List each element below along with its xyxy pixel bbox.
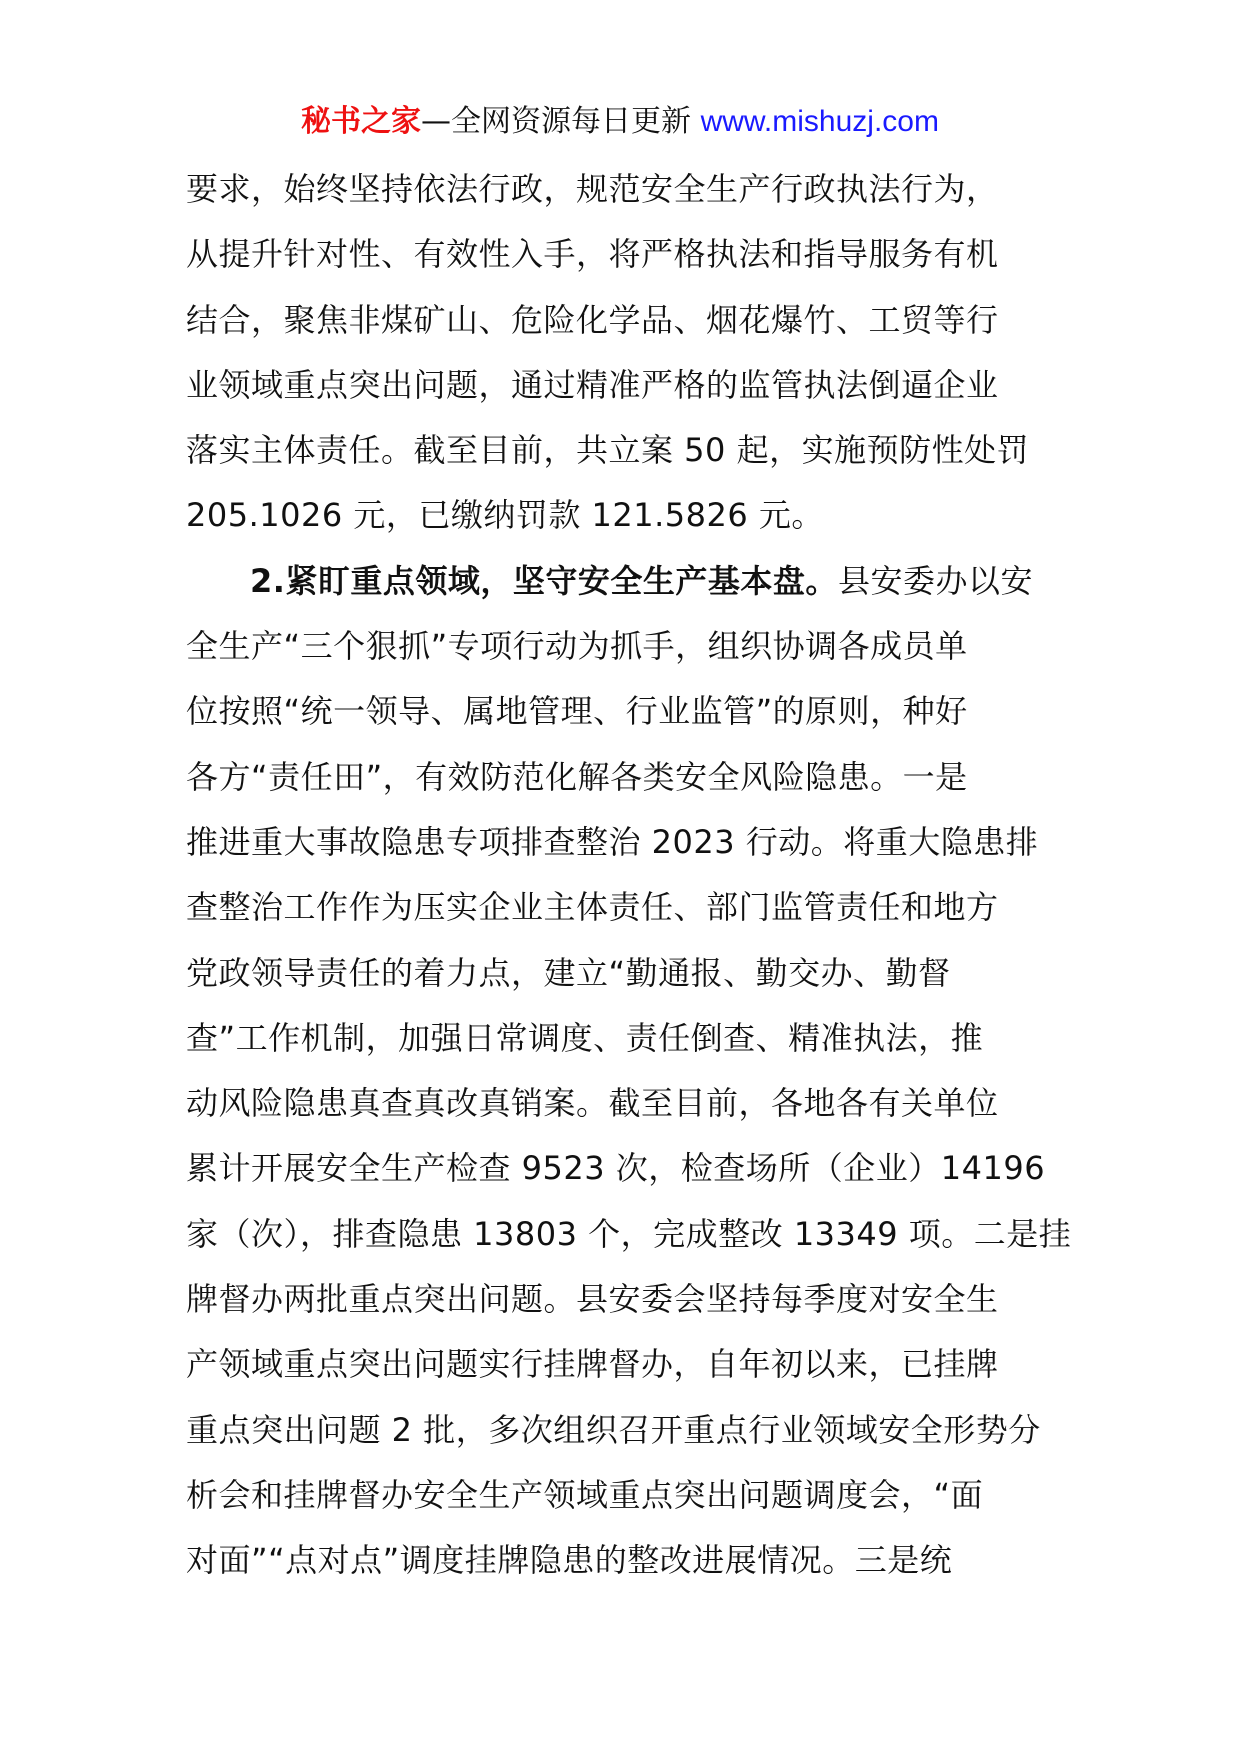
section-2-heading: 2.紧盯重点领域，坚守安全生产基本盘。 xyxy=(250,561,838,600)
header-brand: 秘书之家 xyxy=(301,104,422,139)
page-header xyxy=(0,100,1240,144)
document-body xyxy=(186,157,1072,1594)
text-line: 结合，聚焦非煤矿山、危险化学品、烟花爆竹、工贸等行 xyxy=(186,300,999,339)
text-line: 业领域重点突出问题，通过精准严格的监管执法倒逼企业 xyxy=(186,365,999,404)
text-line: 动风险隐患真查真改真销案。截至目前，各地各有关单位 xyxy=(186,1084,999,1123)
text-line: 党政领导责任的着力点，建立“勤通报、勤交办、勤督 xyxy=(186,953,951,992)
text-line: 查”工作机制，加强日常调度、责任倒查、精准执法，推 xyxy=(186,1018,984,1057)
text-line: 重点突出问题 2 批，多次组织召开重点行业领域安全形势分 xyxy=(186,1410,1041,1449)
text-line: 累计开展安全生产检查 9523 次，检查场所（企业）14196 xyxy=(186,1149,1046,1188)
header-url: www.mishuzj.com xyxy=(700,105,939,138)
text-line: 205.1026 元，已缴纳罚款 121.5826 元。 xyxy=(186,496,824,535)
text-line: 推进重大事故隐患专项排查整治 2023 行动。将重大隐患排 xyxy=(186,822,1039,861)
section-2-first-line-text: 县安委办以安 xyxy=(837,561,1033,600)
text-line: 产领域重点突出问题实行挂牌督办，自年初以来，已挂牌 xyxy=(186,1345,999,1384)
text-line: 对面”“点对点”调度挂牌隐患的整改进展情况。三是统 xyxy=(186,1541,953,1580)
text-line: 家（次），排查隐患 13803 个，完成整改 13349 项。二是挂 xyxy=(186,1214,1072,1253)
text-line: 全生产“三个狠抓”专项行动为抓手，组织协调各成员单 xyxy=(186,627,968,666)
text-line: 析会和挂牌督办安全生产领域重点突出问题调度会，“面 xyxy=(186,1475,984,1514)
text-line: 位按照“统一领导、属地管理、行业监管”的原则，种好 xyxy=(186,692,968,731)
section-2-first-line xyxy=(186,549,1066,614)
text-line: 落实主体责任。截至目前，共立案 50 起，实施预防性处罚 xyxy=(186,431,1030,470)
text-line: 牌督办两批重点突出问题。县安委会坚持每季度对安全生 xyxy=(186,1280,999,1319)
text-line: 从提升针对性、有效性入手，将严格执法和指导服务有机 xyxy=(186,235,999,274)
header-tagline: —全网资源每日更新 xyxy=(421,104,701,139)
text-line: 各方“责任田”，有效防范化解各类安全风险隐患。一是 xyxy=(186,757,968,796)
text-line: 查整治工作作为压实企业主体责任、部门监管责任和地方 xyxy=(186,888,999,927)
text-line: 要求，始终坚持依法行政，规范安全生产行政执法行为， xyxy=(186,170,999,208)
